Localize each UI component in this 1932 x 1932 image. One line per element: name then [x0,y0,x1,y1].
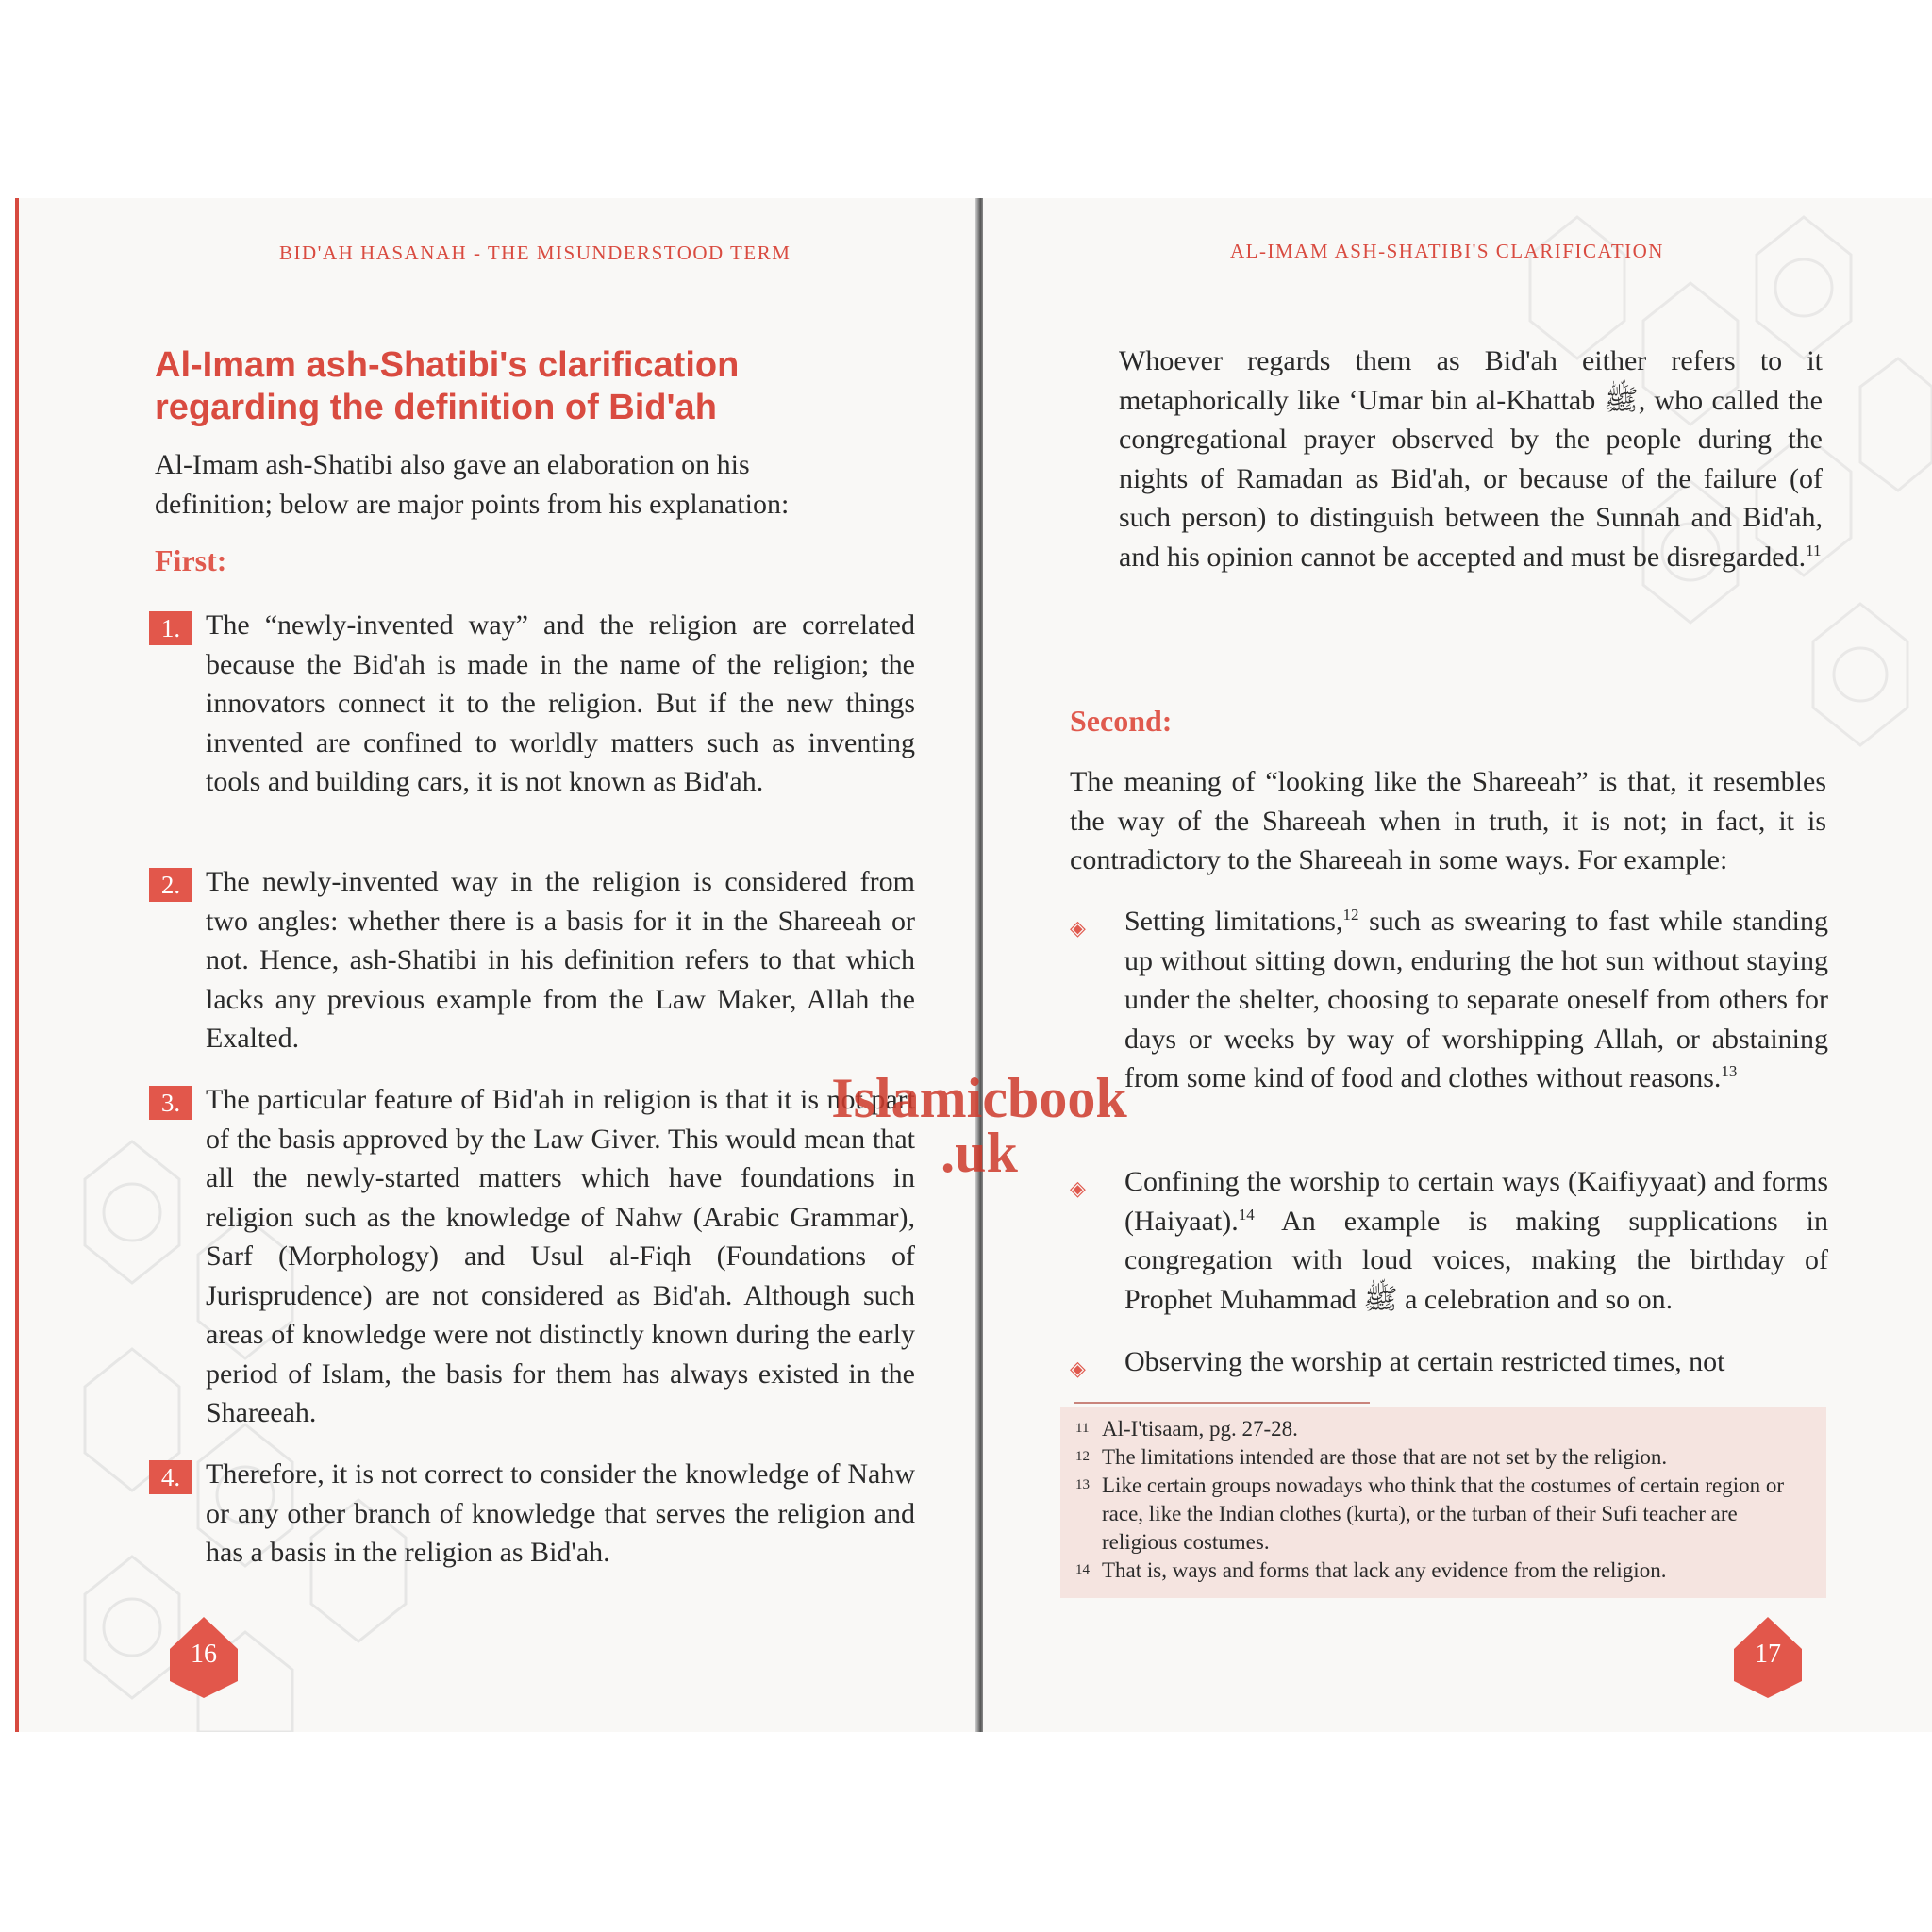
bullet-text: Setting limitations, [1124,906,1343,937]
list-item: The newly-invented way in the religion is considered from two angles: whether there is a basis for it in the Shareeah or not. Hence, ash-Shatibi in his definition refers to that which lacks any previous example from the Law Maker, Allah the Exalted. [206,866,915,1054]
footnote-divider [1074,1402,1370,1404]
watermark-line: .uk [941,1122,1018,1184]
footnote-number: 12 [1075,1449,1090,1464]
running-head: AL-IMAM ASH-SHATIBI'S CLARIFICATION [1230,240,1664,262]
footnote-ref: 11 [1806,541,1822,559]
footnote-number: 13 [1075,1477,1090,1492]
section-title: Al-Imam ash-Shatibi's clarification regarding the definition of Bid'ah [155,345,740,427]
bullet-item [1124,902,1828,1098]
watermark [809,1067,1149,1184]
bullet-text: Confining the worship to certain ways (Kaifiyyaat) and forms (Haiyaat). [1124,1166,1828,1237]
footnote-ref: 12 [1342,906,1359,924]
right-page [983,198,1932,1732]
footnote-ref: 14 [1238,1205,1255,1224]
bullet-text: An example is making supplications in congregation with loud voices, making the birthday of Prophet Muhammad ﷺ a celebration and so on. [1124,1205,1828,1315]
book-spread [15,198,1932,1732]
watermark-line: Islamicbook [831,1067,1127,1129]
bullet-item [1124,1162,1828,1319]
subhead-first: First: [155,543,227,577]
page-number-badge [168,1615,240,1700]
diamond-bullet-icon: ◈ [1070,1357,1086,1381]
footnotes-box [1060,1407,1826,1598]
list-item: The particular feature of Bid'ah in religion is that it is not part of the basis approved by the Law Giver. This would mean that all the newly-started matters which have foundations in religion such as the knowledge of Nahw (Arabic Grammar), Sarf (Morphology) and Usul al-Fiqh (Foundations of Jurisprudence) are not considered as Bid'ah. Although such areas of knowledge were not distinctly known during the early period of Islam, the basis for them has always existed in the Shareeah. [206,1084,915,1428]
footnote: Like certain groups nowadays who think that the costumes of certain region or race, like the Indian clothes (kurta), or the turban of their Sufi teacher are religious costumes. [1102,1474,1785,1554]
footnote: That is, ways and forms that lack any evidence from the religion. [1102,1558,1667,1582]
left-page [15,198,983,1732]
bullet-item: Observing the worship at certain restricted times, not [1124,1346,1725,1377]
item-number-3: 3. [149,1086,192,1120]
list-item: Therefore, it is not correct to consider the knowledge of Nahw or any other branch of knowledge that serves the religion and has a basis in the religion as Bid'ah. [206,1458,915,1568]
page-number-badge [1732,1615,1804,1700]
footnote-ref: 13 [1721,1062,1738,1080]
item-number-1: 1. [149,611,192,645]
footnote: The limitations intended are those that are not set by the religion. [1102,1445,1668,1469]
page-number: 17 [1755,1640,1781,1669]
footnote-number: 14 [1075,1562,1090,1577]
footnote: Al-I'tisaam, pg. 27-28. [1102,1417,1298,1441]
page-number: 16 [191,1640,217,1669]
intro-paragraph: Al-Imam ash-Shatibi also gave an elaboration on his definition; below are major points from his explanation: [155,449,790,520]
diamond-bullet-icon: ◈ [1070,1177,1086,1201]
list-item: The “newly-invented way” and the religion are correlated because the Bid'ah is made in the name of the religion; the innovators connect it to the religion. But if the new things invented are confined to worldly matters such as inventing tools and building cars, it is not known as Bid'ah. [206,609,915,797]
top-paragraph [1119,341,1823,576]
subhead-second: Second: [1070,704,1173,738]
footnote-number: 11 [1075,1421,1090,1436]
item-number-2: 2. [149,868,192,902]
running-head: BID'AH HASANAH - THE MISUNDERSTOOD TERM [279,242,791,264]
top-paragraph-text: Whoever regards them as Bid'ah either refers to it metaphorically like ‘Umar bin al-Khattab ﷺ, who called the congregational prayer observed by the people during the nights of Ramadan as Bid'ah, or because of the failure (of such person) to distinguish between the Sunnah and Bid'ah, and his opinion cannot be accepted and must be disregarded. [1119,345,1823,573]
second-paragraph: The meaning of “looking like the Shareeah” is that, it resembles the way of the Shareeah when in truth, it is not; in fact, it is contradictory to the Shareeah in some ways. For example: [1070,766,1826,875]
bullet-text: such as swearing to fast while standing up without sitting down, enduring the hot sun without staying under the shelter, choosing to separate oneself from others for days or weeks by way of worshipping Allah, or abstaining from some kind of food and clothes without reasons. [1124,906,1828,1093]
diamond-bullet-icon: ◈ [1070,917,1086,941]
item-number-4: 4. [149,1460,192,1494]
